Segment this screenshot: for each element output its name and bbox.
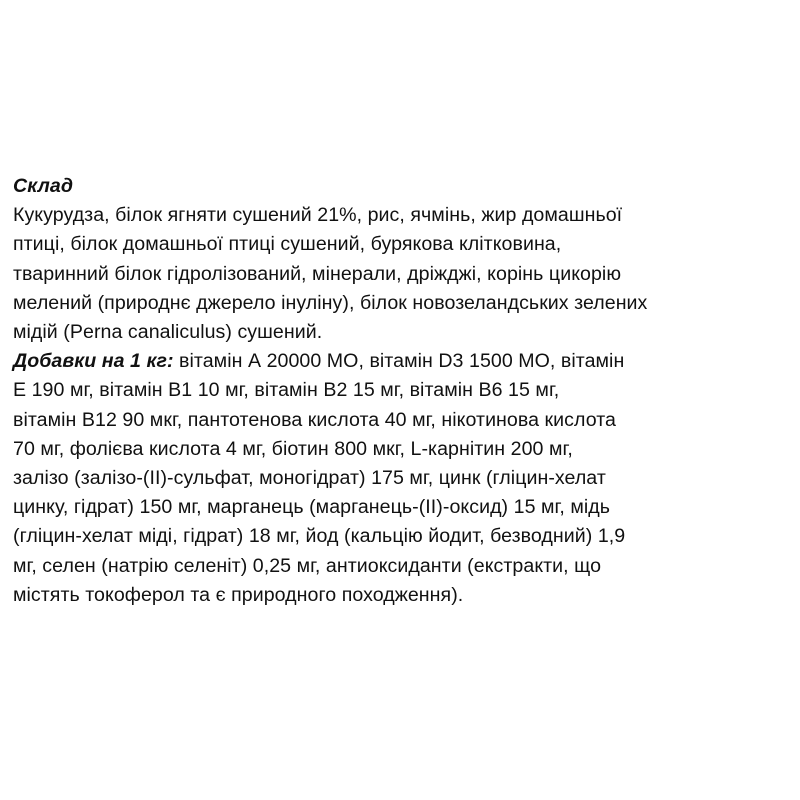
additives-line: залізо (залізо-(II)-сульфат, моногідрат) 175 мг, цинк (гліцин-хелат: [13, 467, 606, 490]
ingredients-document: [13, 172, 789, 610]
additives-line: мг, селен (натрію селеніт) 0,25 мг, антиоксиданти (екстракти, що: [13, 554, 602, 577]
composition-line: Кукурудза, білок ягняти сушений 21%, рис, ячмінь, жир домашньої: [13, 204, 623, 227]
additives-first-line: [13, 347, 789, 376]
additives-line: цинку, гідрат) 150 мг, марганець (марганець-(II)-оксид) 15 мг, мідь: [13, 496, 610, 519]
composition-line: мелений (природнє джерело інуліну), білок новозеландських зелених: [13, 291, 648, 314]
additives-line: містять токоферол та є природного походження).: [13, 583, 464, 606]
additives-line: (гліцин-хелат міді, гідрат) 18 мг, йод (кальцію йодит, безводний) 1,9: [13, 525, 626, 548]
composition-line: мідій (Perna canaliculus) сушений.: [13, 321, 323, 344]
additives-line: вітамін В12 90 мкг, пантотенова кислота 40 мг, нікотинова кислота: [13, 408, 616, 431]
additives-line: Е 190 мг, вітамін В1 10 мг, вітамін В2 15 мг, вітамін В6 15 мг,: [13, 379, 560, 402]
additives-line: 70 мг, фолієва кислота 4 мг, біотин 800 мкг, L-карнітин 200 мг,: [13, 437, 573, 460]
additives-label: Добавки на 1 кг:: [13, 350, 174, 373]
composition-line: птиці, білок домашньої птиці сушений, бурякова клітковина,: [13, 233, 562, 256]
additives-first-line-text: вітамін А 20000 МО, вітамін D3 1500 МО, вітамін: [173, 350, 625, 373]
composition-line: тваринний білок гідролізований, мінерали, дріжджі, корінь цикорію: [13, 262, 622, 285]
composition-heading: Склад: [13, 175, 74, 197]
